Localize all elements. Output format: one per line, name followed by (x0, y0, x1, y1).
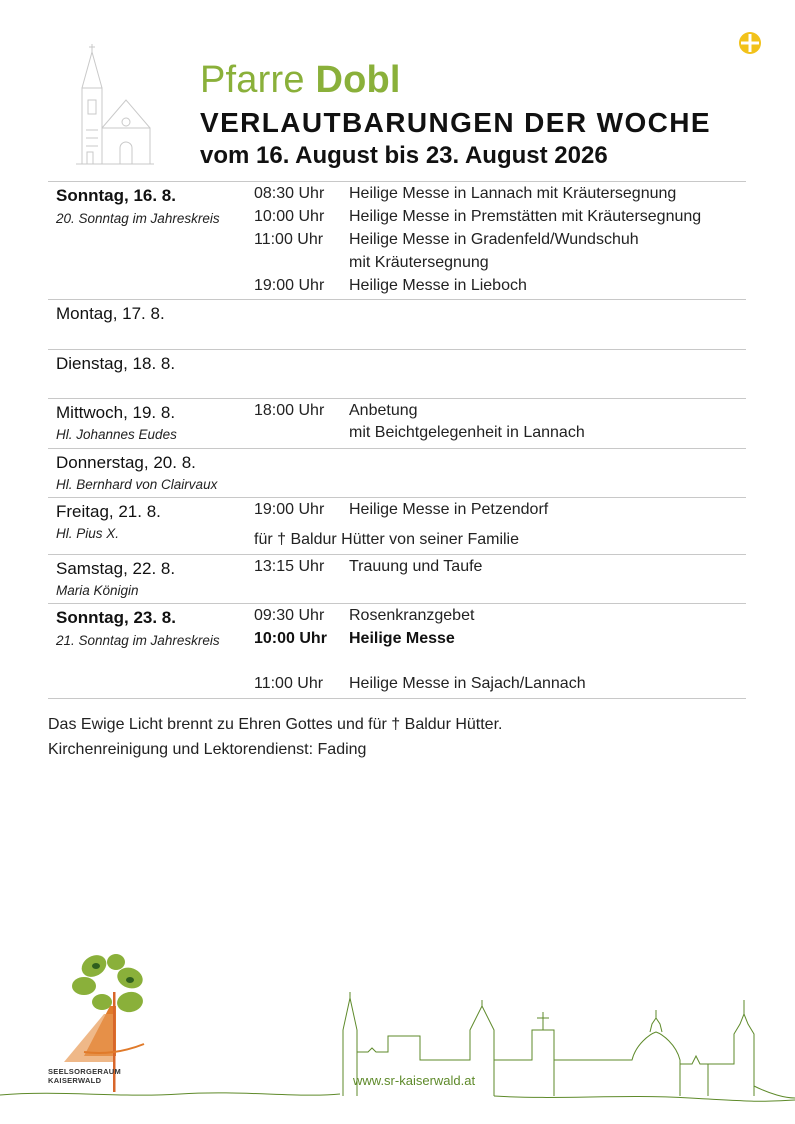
feast-label: 20. Sonntag im Jahreskreis (56, 211, 220, 226)
entry-time: 10:00 Uhr (254, 208, 325, 225)
entry-text: Heilige Messe in Petzendorf (349, 501, 549, 518)
mass-intention: für † Baldur Hütter von seiner Familie (254, 531, 519, 548)
eternal-light-note: Das Ewige Licht brennt zu Ehren Gottes und für † Baldur Hütter. (48, 716, 503, 733)
seal-line-1: SEELSORGERAUM (48, 1067, 122, 1076)
day-row (48, 554, 746, 603)
entry-text: Rosenkranzgebet (349, 607, 475, 624)
feast-label: Maria Königin (56, 583, 139, 598)
entry-time: 18:00 Uhr (254, 402, 325, 419)
entry-time: 19:00 Uhr (254, 277, 325, 294)
town-skyline-drawing (0, 990, 795, 1110)
entry-text: Heilige Messe in Lannach mit Kräutersegnung (349, 185, 677, 202)
entry-text: Heilige Messe in Gradenfeld/Wundschuh (349, 231, 639, 248)
feast-label: Hl. Bernhard von Clairvaux (56, 477, 218, 492)
feast-label: Hl. Johannes Eudes (56, 427, 177, 442)
day-label: Mittwoch, 19. 8. (56, 403, 176, 422)
day-row (48, 349, 746, 398)
day-row (48, 448, 746, 497)
entry-text: Heilige Messe in Premstätten mit Kräutersegnung (349, 208, 702, 225)
day-label: Dienstag, 18. 8. (56, 354, 176, 373)
entry-text: Trauung und Taufe (349, 558, 483, 575)
weekly-schedule (48, 181, 746, 699)
day-row (48, 398, 746, 448)
entry-time: 08:30 Uhr (254, 185, 325, 202)
parish-name-prefix: Pfarre (200, 59, 316, 101)
day-label: Sonntag, 16. 8. (56, 186, 176, 205)
entry-text: Heilige Messe in Lieboch (349, 277, 527, 294)
day-label: Sonntag, 23. 8. (56, 608, 176, 627)
entry-text: Heilige Messe in Sajach/Lannach (349, 675, 586, 692)
day-label: Donnerstag, 20. 8. (56, 453, 196, 472)
entry-time: 19:00 Uhr (254, 501, 325, 518)
entry-time: 11:00 Uhr (254, 675, 324, 692)
diocese-cross-logo-icon (738, 31, 762, 55)
entry-text: Heilige Messe (349, 630, 455, 647)
day-row (48, 603, 746, 699)
cleaning-note: Kirchenreinigung und Lektorendienst: Fading (48, 741, 367, 758)
feast-label: Hl. Pius X. (56, 526, 120, 541)
day-row (48, 181, 746, 299)
parish-name-place: Dobl (315, 59, 401, 101)
entry-time: 09:30 Uhr (254, 607, 325, 624)
entry-text: Anbetung (349, 402, 418, 419)
entry-time: 11:00 Uhr (254, 231, 324, 248)
date-range: vom 16. August bis 23. August 2026 (200, 142, 608, 169)
day-row (48, 299, 746, 349)
day-label: Montag, 17. 8. (56, 304, 165, 323)
feast-label: 21. Sonntag im Jahreskreis (56, 633, 220, 648)
entry-text: mit Beichtgelegenheit in Lannach (349, 424, 585, 441)
page-title: VERLAUTBARUNGEN DER WOCHE (200, 107, 711, 138)
parish-name (200, 58, 401, 102)
day-row (48, 497, 746, 554)
day-label: Samstag, 22. 8. (56, 559, 176, 578)
day-label: Freitag, 21. 8. (56, 502, 161, 521)
seal-line-2: KAISERWALD (48, 1076, 102, 1085)
website-link[interactable]: www.sr-kaiserwald.at (353, 1073, 476, 1088)
entry-text: mit Kräutersegnung (349, 254, 489, 271)
entry-time: 10:00 Uhr (254, 630, 327, 647)
entry-time: 13:15 Uhr (254, 558, 325, 575)
church-drawing-icon (74, 42, 154, 166)
announcement-notes (48, 712, 502, 762)
